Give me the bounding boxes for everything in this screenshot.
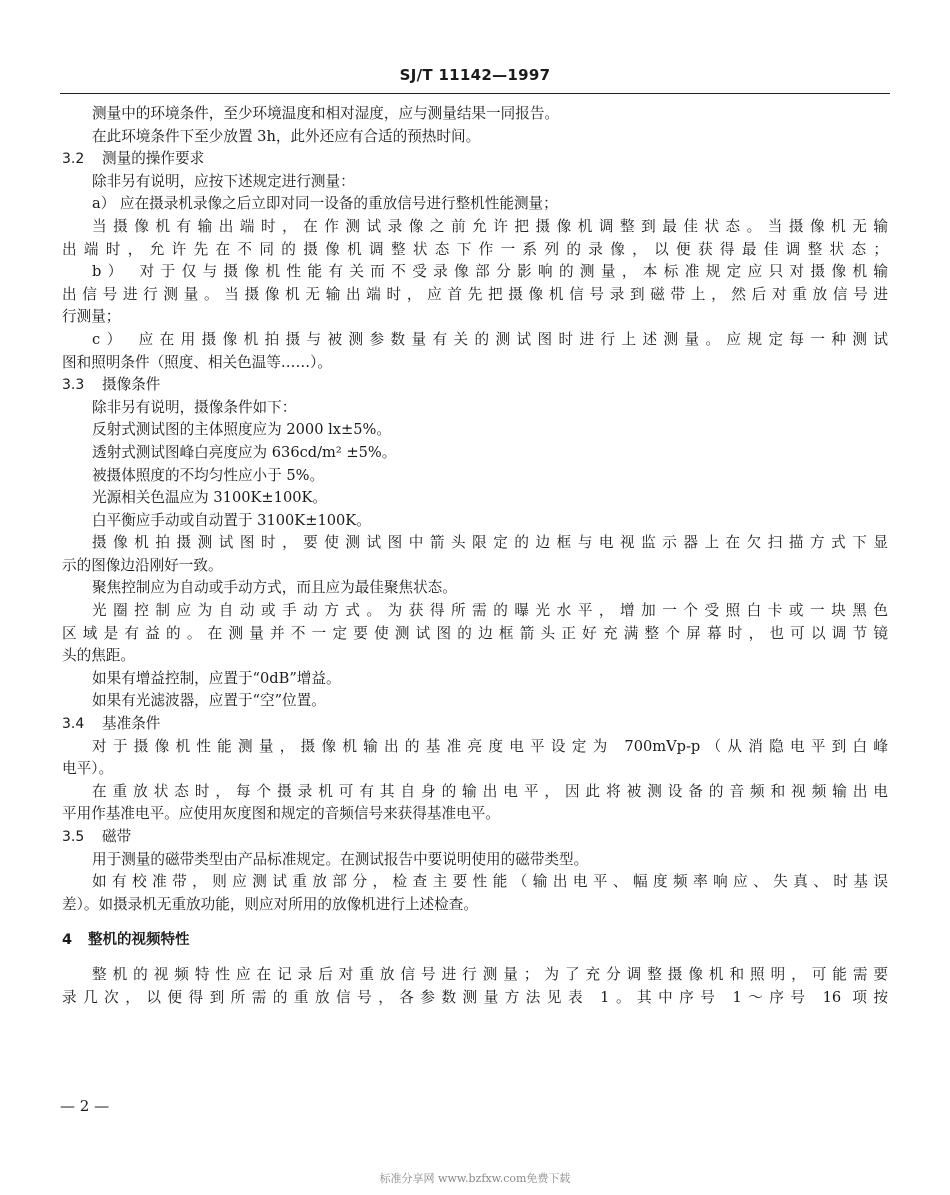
section-title: 磁带	[102, 828, 132, 845]
section-title: 测量的操作要求	[102, 150, 205, 168]
para-line: 出端时，允许先在不同的摄像机调整状态下作一系列的录像，以便获得最佳调整状态；	[62, 240, 888, 258]
para-line: 透射式测试图峰白亮度应为 636cd/m² ±5%。	[92, 443, 397, 461]
para-line: 测量中的环境条件，至少环境温度和相对湿度，应与测量结果一同报告。	[92, 105, 560, 122]
para-line: a） 应在摄录机录像之后立即对同一设备的重放信号进行整机性能测量；	[92, 195, 558, 213]
section-title: 整机的视频特性	[88, 932, 190, 949]
para-line: 差）。如摄录机无重放功能，则应对所用的放像机进行上述检查。	[62, 895, 478, 913]
header-rule	[60, 93, 890, 94]
para-line: 白平衡应手动或自动置于 3100K±100K。	[92, 511, 371, 529]
section-3-3-heading	[62, 374, 888, 397]
para-line: b） 对于仅与摄像机性能有关而不受录像部分影响的测量，本标准规定应只对摄像机输	[92, 263, 888, 281]
section-number: 3.4	[62, 716, 85, 733]
para-line: 反射式测试图的主体照度应为 2000 lx±5%。	[92, 421, 392, 439]
para-line: 在此环境条件下至少放置 3h，此外还应有合适的预热时间。	[92, 127, 481, 145]
para-line: 出信号进行测量。当摄像机无输出端时，应首先把摄像机信号录到磁带上，然后对重放信号进	[62, 285, 888, 303]
para-line: c） 应在用摄像机拍摄与被测参数量有关的测试图时进行上述测量。应规定每一种测试	[92, 330, 888, 348]
para-line: 光圈控制应为自动或手动方式。为获得所需的曝光水平，增加一个受照白卡或一块黑色	[92, 602, 888, 620]
section-number: 3.3	[62, 377, 85, 394]
section-title: 摄像条件	[102, 376, 161, 394]
standard-code-header: SJ/T 11142—1997	[399, 66, 551, 84]
para-line: 图和照明条件（照度、相关色温等……）。	[62, 353, 332, 371]
section-number: 3.2	[62, 151, 85, 168]
para-line: 行测量；	[62, 308, 121, 326]
para-line: 区域是有益的。在测量并不一定要使测试图的边框箭头正好充满整个屏幕时，也可以调节镜	[62, 624, 888, 642]
site-watermark: 标准分享网 www.bzfxw.com免费下载	[379, 1172, 571, 1185]
section-3-5-heading	[62, 826, 888, 849]
para-line: 平用作基准电平。应使用灰度图和规定的音频信号来获得基准电平。	[62, 805, 500, 823]
para-line: 用于测量的磁带类型由产品标准规定。在测试报告中要说明使用的磁带类型。	[92, 850, 589, 868]
para-line: 被摄体照度的不均匀性应小于 5%。	[92, 466, 325, 484]
para-line: 除非另有说明，应按下述规定进行测量：	[92, 172, 355, 190]
section-number: 3.5	[62, 829, 85, 845]
para-line: 如果有增益控制，应置于“0dB”增益。	[92, 669, 341, 687]
para-line: 示的图像边沿刚好一致。	[62, 556, 223, 574]
para-line: 在重放状态时，每个摄录机可有其自身的输出电平，因此将被测设备的音频和视频输出电	[92, 782, 888, 800]
section-number: 4	[62, 932, 73, 949]
para-line: 光源相关色温应为 3100K±100K。	[92, 489, 328, 507]
para-line: 摄像机拍摄测试图时，要使测试图中箭头限定的边框与电视监示器上在欠扫描方式下显	[92, 534, 888, 552]
section-title: 基准条件	[102, 715, 161, 733]
para-line: 除非另有说明，摄像条件如下：	[92, 398, 297, 416]
para-line: 录几次，以便得到所需的重放信号，各参数测量方法见表 1。其中序号 1～序号 16 项按	[62, 988, 888, 1006]
para-line: 整机的视频特性应在记录后对重放信号进行测量；为了充分调整摄像机和照明，可能需要	[92, 965, 888, 983]
section-3-4-heading	[62, 713, 888, 736]
para-line: 电平）。	[62, 760, 114, 778]
section-3-2-heading	[62, 148, 888, 171]
para-line: 对于摄像机性能测量，摄像机输出的基准亮度电平设定为 700mVp-p（从消隐电平到白峰	[92, 737, 888, 755]
para-line: 当摄像机有输出端时，在作测试录像之前允许把摄像机调整到最佳状态。当摄像机无输	[92, 217, 888, 235]
section-4-heading	[62, 929, 888, 952]
para-line: 聚焦控制应为自动或手动方式，而且应为最佳聚焦状态。	[92, 579, 457, 597]
para-line: 如果有光滤波器，应置于“空”位置。	[92, 692, 326, 710]
para-line: 如有校准带，则应测试重放部分，检查主要性能（输出电平、幅度频率响应、失真、时基误	[92, 873, 888, 891]
page-number: — 2 —	[60, 1097, 110, 1115]
para-line: 头的焦距。	[62, 647, 135, 665]
document-body	[62, 103, 888, 1009]
